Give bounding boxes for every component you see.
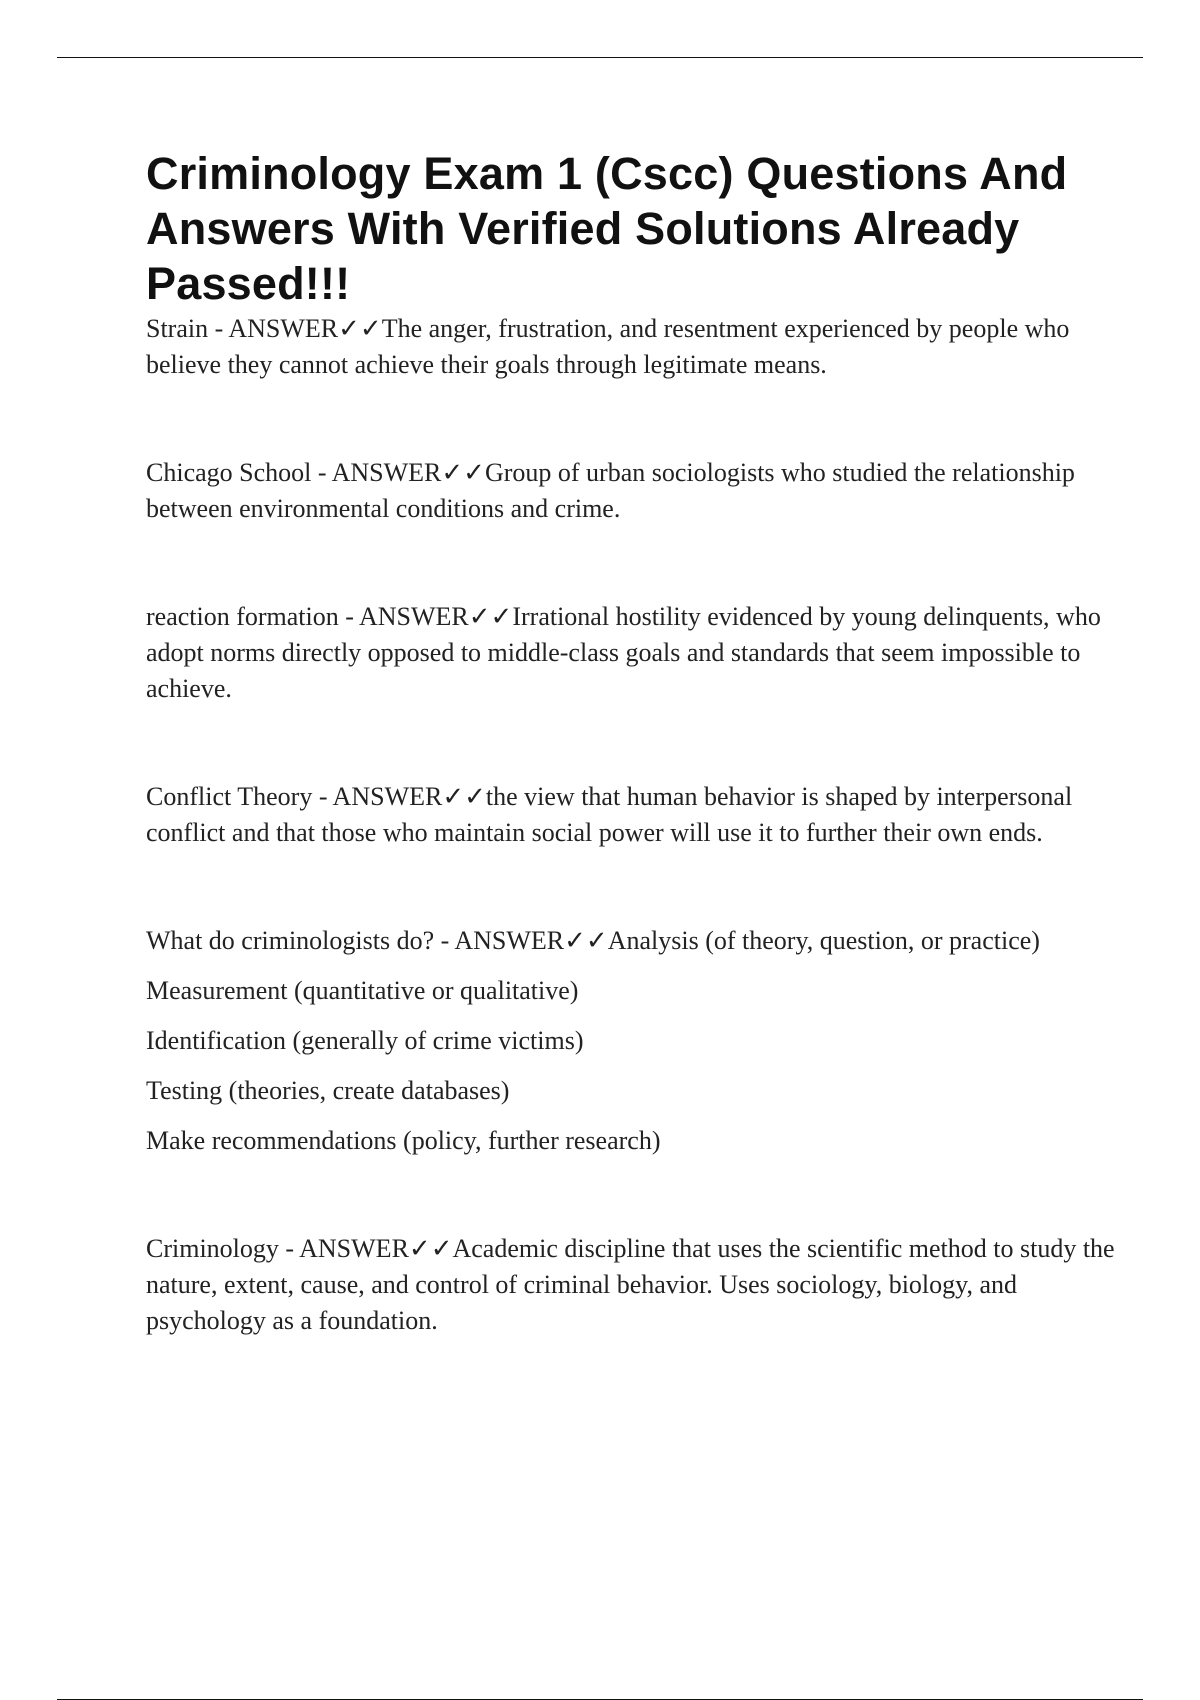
answer-line-measurement: Measurement (quantitative or qualitative) xyxy=(146,976,579,1005)
answer-marker: - ANSWER✓✓ xyxy=(434,926,608,955)
entry-definition: Academic discipline that uses the scientific method to study the nature, extent, cause, and control of criminal behavior. Uses sociology, biology, and psychology as a foundation. xyxy=(146,1234,1115,1335)
qa-entry-strain xyxy=(146,311,1116,383)
entry-term: What do criminologists do? xyxy=(146,926,435,955)
answer-line-testing: Testing (theories, create databases) xyxy=(146,1076,510,1105)
qa-entry-chicago-school xyxy=(146,455,1116,527)
entry-definition: Group of urban sociologists who studied the relationship between environmental conditions and crime. xyxy=(146,458,1075,523)
entry-term: Strain xyxy=(146,314,209,343)
qa-entry-conflict-theory xyxy=(146,779,1116,851)
answer-marker: - ANSWER✓✓ xyxy=(278,1234,453,1263)
entry-term: Conflict Theory xyxy=(146,782,313,811)
header-rule xyxy=(57,57,1143,58)
answer-marker: - ANSWER✓✓ xyxy=(338,602,513,631)
document-title: Criminology Exam 1 (Cscc) Questions And Answers With Verified Solutions Already Passed!!! xyxy=(146,148,1068,309)
entry-definition: The anger, frustration, and resentment experienced by people who believe they cannot achieve their goals through legitimate means. xyxy=(146,314,1070,379)
answer-line-identification: Identification (generally of crime victims) xyxy=(146,1026,584,1055)
entry-term: reaction formation xyxy=(146,602,339,631)
answer-marker: - ANSWER✓✓ xyxy=(311,458,485,487)
qa-entry-what-criminologists-do xyxy=(146,923,1116,959)
entry-term: Chicago School xyxy=(146,458,312,487)
qa-entry-criminology xyxy=(146,1231,1116,1339)
entry-definition: Irrational hostility evidenced by young delinquents, who adopt norms directly opposed to middle-class goals and standards that seem impossible to achieve. xyxy=(146,602,1101,703)
entry-definition: Analysis (of theory, question, or practice) xyxy=(607,926,1040,955)
answer-marker: - ANSWER✓✓ xyxy=(208,314,382,343)
document-body xyxy=(146,146,1116,1339)
qa-entry-reaction-formation xyxy=(146,599,1116,707)
answer-marker: - ANSWER✓✓ xyxy=(312,782,486,811)
answer-line-recommendations: Make recommendations (policy, further research) xyxy=(146,1126,661,1155)
entry-term: Criminology xyxy=(146,1234,279,1263)
entry-definition: the view that human behavior is shaped by interpersonal conflict and that those who maintain social power will use it to further their own ends. xyxy=(146,782,1073,847)
